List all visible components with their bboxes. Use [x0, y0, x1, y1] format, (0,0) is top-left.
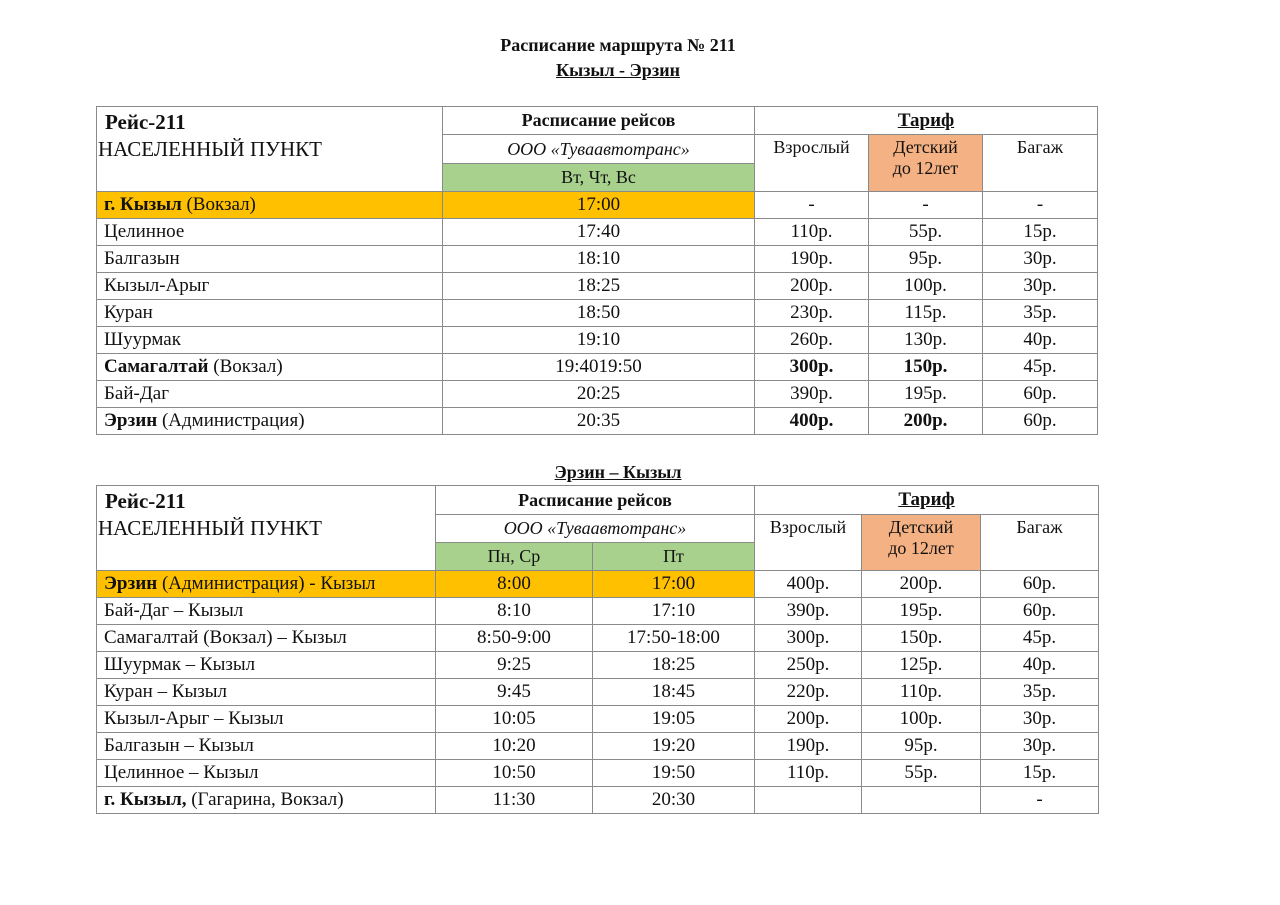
departure-time: 17:00 [443, 192, 755, 219]
stop-name: (Гагарина, Вокзал) [186, 789, 344, 811]
child-fare: 150р. [869, 354, 983, 381]
stop-name-cell [97, 381, 443, 408]
child-fare: 95р. [862, 733, 981, 760]
stop-name-bold: г. Кызыл [104, 194, 182, 216]
stop-name: Бай-Даг [104, 383, 170, 405]
stop-name-cell [97, 760, 436, 787]
stop-name: Бай-Даг – Кызыл [104, 600, 244, 622]
stop-name: Целинное – Кызыл [104, 762, 259, 784]
adult-fare: 110р. [755, 219, 869, 246]
baggage-fare: 30р. [983, 246, 1098, 273]
stop-name-cell [97, 652, 436, 679]
child-fare: 200р. [869, 408, 983, 435]
table-row [97, 273, 1098, 300]
child-fare: 55р. [862, 760, 981, 787]
company-cell: ООО «Тувaавтотранс» [443, 135, 755, 164]
table-row [97, 192, 1098, 219]
stop-name-cell [97, 354, 443, 381]
departure-time-fri: 17:10 [593, 598, 755, 625]
child-header [869, 135, 983, 192]
header-route-cell [97, 107, 443, 192]
baggage-fare: 60р. [983, 381, 1098, 408]
reys-label-2: Рейс-211 [105, 489, 186, 513]
departure-time: 18:50 [443, 300, 755, 327]
baggage-fare: 60р. [981, 598, 1099, 625]
table-row [97, 246, 1098, 273]
departure-time: 18:25 [443, 273, 755, 300]
departure-time-mon-wed: 8:10 [436, 598, 593, 625]
departure-time-mon-wed: 10:50 [436, 760, 593, 787]
stop-name: Куран – Кызыл [104, 681, 228, 703]
stop-name-cell [97, 219, 443, 246]
adult-header: Взрослый [755, 135, 869, 192]
baggage-fare: 60р. [983, 408, 1098, 435]
stop-name-cell [97, 327, 443, 354]
baggage-fare: 40р. [981, 652, 1099, 679]
table-row [97, 652, 1099, 679]
stop-name-cell [97, 300, 443, 327]
days-cell: Вт, Чт, Вс [443, 164, 755, 192]
days-cell-mon-wed: Пн, Ср [436, 543, 593, 571]
departure-time-mon-wed: 9:25 [436, 652, 593, 679]
stop-name-cell [97, 679, 436, 706]
departure-time: 20:35 [443, 408, 755, 435]
departure-time-fri: 17:00 [593, 571, 755, 598]
adult-fare: 300р. [755, 354, 869, 381]
departure-time: 20:25 [443, 381, 755, 408]
adult-fare: 400р. [755, 571, 862, 598]
adult-fare: 400р. [755, 408, 869, 435]
departure-time-mon-wed: 11:30 [436, 787, 593, 814]
adult-fare: 300р. [755, 625, 862, 652]
adult-fare: 260р. [755, 327, 869, 354]
schedule-header-2: Расписание рейсов [436, 486, 755, 515]
baggage-fare: 40р. [983, 327, 1098, 354]
table-row [97, 354, 1098, 381]
departure-time-mon-wed: 9:45 [436, 679, 593, 706]
stop-name-cell [97, 246, 443, 273]
child-fare [862, 787, 981, 814]
adult-fare [755, 787, 862, 814]
child-header-l2: до 12лет [892, 157, 959, 178]
departure-time-mon-wed: 10:05 [436, 706, 593, 733]
child-header-l1: Детский [893, 137, 958, 157]
departure-time-mon-wed: 8:50-9:00 [436, 625, 593, 652]
days-cell-fri: Пт [593, 543, 755, 571]
stop-name-cell [97, 192, 443, 219]
route1-subtitle: Кызыл - Эрзин [556, 60, 680, 80]
child-fare: 100р. [869, 273, 983, 300]
stop-name: (Администрация) [157, 410, 305, 432]
reys-label: Рейс-211 [105, 110, 186, 134]
stop-name: (Вокзал) [208, 356, 283, 378]
baggage-fare: 60р. [981, 571, 1099, 598]
stop-name-bold: Эрзин [104, 573, 158, 595]
punkt-label-2: НАСЕЛЕННЫЙ ПУНКТ [98, 516, 323, 541]
adult-fare: 200р. [755, 273, 869, 300]
stop-name: (Администрация) - Кызыл [157, 573, 376, 595]
baggage-fare: 30р. [983, 273, 1098, 300]
child-header-2 [862, 515, 981, 571]
baggage-fare: 30р. [981, 733, 1099, 760]
baggage-fare: 35р. [981, 679, 1099, 706]
table-row [97, 706, 1099, 733]
table-row [97, 571, 1099, 598]
baggage-fare: - [981, 787, 1099, 814]
adult-fare: 200р. [755, 706, 862, 733]
child-fare: 150р. [862, 625, 981, 652]
table-row [97, 408, 1098, 435]
child-fare: 125р. [862, 652, 981, 679]
departure-time-fri: 19:20 [593, 733, 755, 760]
adult-fare: - [755, 192, 869, 219]
baggage-fare: 15р. [983, 219, 1098, 246]
baggage-fare: 15р. [981, 760, 1099, 787]
stop-name: (Вокзал) [181, 194, 256, 216]
stop-name-cell [97, 625, 436, 652]
child-fare: 115р. [869, 300, 983, 327]
child-fare: 110р. [862, 679, 981, 706]
adult-fare: 110р. [755, 760, 862, 787]
child-fare: 55р. [869, 219, 983, 246]
baggage-header: Багаж [983, 135, 1098, 192]
child-fare: 95р. [869, 246, 983, 273]
stop-name-bold: г. Кызыл, [104, 789, 187, 811]
baggage-fare: 45р. [983, 354, 1098, 381]
table-row [97, 300, 1098, 327]
stop-name-cell [97, 706, 436, 733]
tariff-header: Тариф [755, 107, 1098, 135]
departure-time-fri: 19:50 [593, 760, 755, 787]
baggage-fare: 30р. [981, 706, 1099, 733]
departure-time-fri: 19:05 [593, 706, 755, 733]
punkt-label: НАСЕЛЕННЫЙ ПУНКТ [98, 137, 323, 162]
departure-time: 17:40 [443, 219, 755, 246]
baggage-fare: 35р. [983, 300, 1098, 327]
stop-name: Балгазын – Кызыл [104, 735, 254, 757]
child-fare: 200р. [862, 571, 981, 598]
departure-time-fri: 18:25 [593, 652, 755, 679]
departure-time-mon-wed: 8:00 [436, 571, 593, 598]
departure-time: 19:4019:50 [443, 354, 755, 381]
stop-name-cell [97, 733, 436, 760]
stop-name: Кызыл-Арыг – Кызыл [104, 708, 284, 730]
baggage-fare: 45р. [981, 625, 1099, 652]
stop-name: Балгазын [104, 248, 180, 270]
table-row [97, 787, 1099, 814]
stop-name-cell [97, 787, 436, 814]
stop-name-bold: Эрзин [104, 410, 158, 432]
table-row [97, 679, 1099, 706]
table-row [97, 760, 1099, 787]
stop-name: Кызыл-Арыг [104, 275, 210, 297]
table-row [97, 327, 1098, 354]
child-header-2-l2: до 12лет [888, 537, 954, 558]
child-fare: 195р. [862, 598, 981, 625]
adult-header-2: Взрослый [755, 515, 862, 571]
child-fare: - [869, 192, 983, 219]
baggage-fare: - [983, 192, 1098, 219]
adult-fare: 250р. [755, 652, 862, 679]
stop-name-cell [97, 273, 443, 300]
child-fare: 100р. [862, 706, 981, 733]
adult-fare: 190р. [755, 246, 869, 273]
schedule-table-1 [96, 106, 1098, 435]
table-row [97, 219, 1098, 246]
company-cell-2: ООО «Тувaавтотранс» [436, 515, 755, 543]
child-fare: 130р. [869, 327, 983, 354]
schedule-table-2 [96, 485, 1099, 814]
tariff-header-2: Тариф [755, 486, 1099, 515]
table-row [97, 381, 1098, 408]
adult-fare: 220р. [755, 679, 862, 706]
departure-time-fri: 17:50-18:00 [593, 625, 755, 652]
page-title: Расписание маршрута № 211 [500, 35, 736, 55]
route2-subtitle: Эрзин – Кызыл [554, 462, 682, 482]
adult-fare: 230р. [755, 300, 869, 327]
stop-name: Шуурмак – Кызыл [104, 654, 256, 676]
stop-name: Самагалтай (Вокзал) – Кызыл [104, 627, 347, 649]
table-row [97, 733, 1099, 760]
departure-time-mon-wed: 10:20 [436, 733, 593, 760]
stop-name: Шуурмак [104, 329, 181, 351]
adult-fare: 390р. [755, 381, 869, 408]
table1-body [97, 192, 1098, 435]
stop-name-cell [97, 571, 436, 598]
departure-time: 19:10 [443, 327, 755, 354]
baggage-header-2: Багаж [981, 515, 1099, 571]
stop-name-cell [97, 408, 443, 435]
child-header-2-l1: Детский [888, 517, 954, 537]
schedule-header: Расписание рейсов [443, 107, 755, 135]
table-row [97, 625, 1099, 652]
departure-time-fri: 18:45 [593, 679, 755, 706]
child-fare: 195р. [869, 381, 983, 408]
stop-name: Куран [104, 302, 153, 324]
table-row [97, 598, 1099, 625]
stop-name-bold: Самагалтай [104, 356, 209, 378]
adult-fare: 390р. [755, 598, 862, 625]
adult-fare: 190р. [755, 733, 862, 760]
stop-name-cell [97, 598, 436, 625]
table2-body [97, 571, 1099, 814]
departure-time: 18:10 [443, 246, 755, 273]
stop-name: Целинное [104, 221, 185, 243]
header-route-cell-2 [97, 486, 436, 571]
departure-time-fri: 20:30 [593, 787, 755, 814]
